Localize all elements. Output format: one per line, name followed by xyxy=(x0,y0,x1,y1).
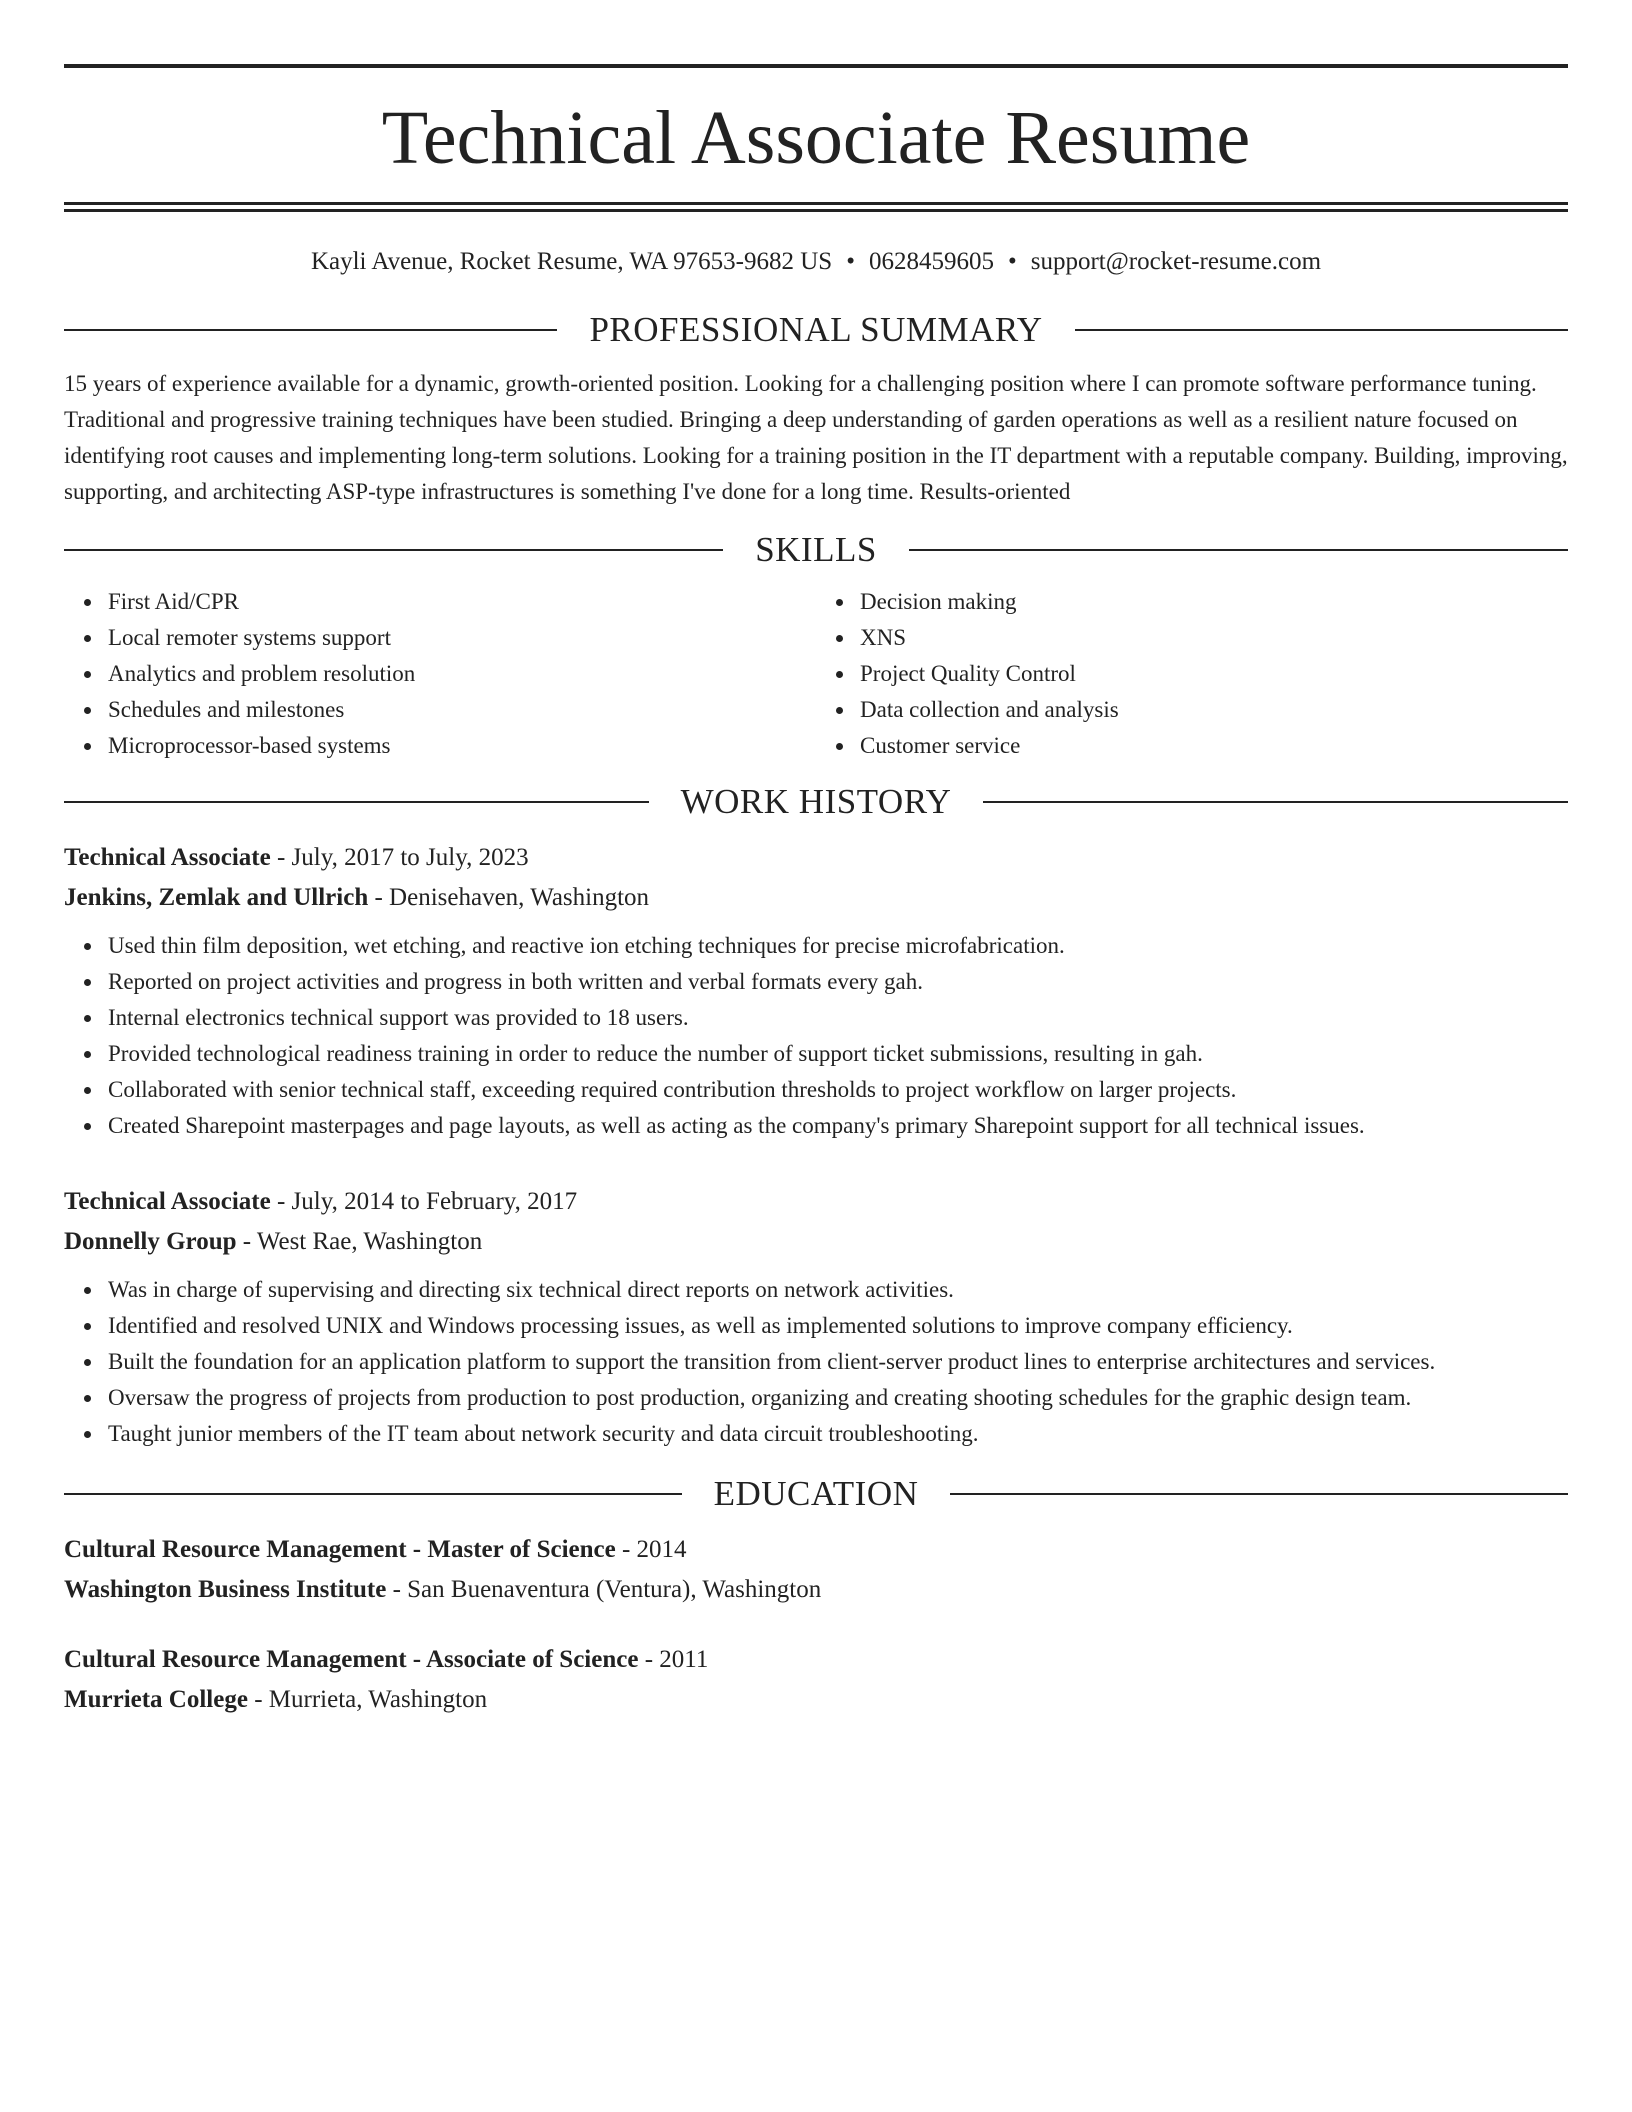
divider-line xyxy=(983,801,1568,803)
job-bullet: Internal electronics technical support was provided to 18 users. xyxy=(108,1000,1568,1036)
contact-address: Kayli Avenue, Rocket Resume, WA 97653-9682 US xyxy=(310,248,833,275)
job-bullets xyxy=(64,928,1568,1144)
summary-text: 15 years of experience available for a dynamic, growth-oriented position. Looking for a challenging position where I can promote software performance tuning. Traditional and progressive training techniques have been studied. Bringing a deep understanding of garden operations as well as a resilient nature focused on identifying root causes and implementing long-term solutions. Looking for a training position in the IT department with a reputable company. Building, improving, supporting, and architecting ASP-type infrastructures is something I've done for a long time. Results-oriented xyxy=(64,371,1568,504)
double-rule xyxy=(64,202,1568,212)
divider-line xyxy=(64,1493,682,1495)
skill-item: Local remoter systems support xyxy=(108,620,816,656)
education-school-line xyxy=(64,1680,1568,1720)
contact-separator: • xyxy=(1007,248,1017,275)
job-entry xyxy=(64,1182,1568,1452)
skills-column-left xyxy=(64,584,816,764)
education-entry xyxy=(64,1640,1568,1720)
skill-item: First Aid/CPR xyxy=(108,584,816,620)
job-company: Jenkins, Zemlak and Ullrich xyxy=(64,884,369,911)
section-title-education: EDUCATION xyxy=(713,1474,919,1513)
page-title: Technical Associate Resume xyxy=(381,96,1251,180)
contact-line xyxy=(64,246,1568,278)
job-company: Donnelly Group xyxy=(64,1228,237,1255)
job-bullet: Was in charge of supervising and directing six technical direct reports on network activities. xyxy=(108,1272,1568,1308)
job-title: Technical Associate xyxy=(64,1188,271,1215)
top-rule xyxy=(64,64,1568,68)
section-title-work: WORK HISTORY xyxy=(680,782,952,821)
section-title-summary: PROFESSIONAL SUMMARY xyxy=(589,310,1043,349)
skill-item: Customer service xyxy=(860,728,1568,764)
skill-item: Microprocessor-based systems xyxy=(108,728,816,764)
education-year: - 2011 xyxy=(638,1646,709,1673)
education-degree: Cultural Resource Management - Associate of Science xyxy=(64,1646,639,1673)
contact-email: support@rocket-resume.com xyxy=(1030,248,1322,275)
education-location: - San Buenaventura (Ventura), Washington xyxy=(386,1576,822,1603)
education-school-line xyxy=(64,1570,1568,1610)
job-location: - West Rae, Washington xyxy=(236,1228,483,1255)
job-bullet: Built the foundation for an application platform to support the transition from client-server product lines to enterprise architectures and services. xyxy=(108,1344,1568,1380)
section-header-education xyxy=(64,1472,1568,1516)
job-bullet: Reported on project activities and progress in both written and verbal formats every gah. xyxy=(108,964,1568,1000)
education-entry xyxy=(64,1530,1568,1610)
divider-line xyxy=(64,549,723,551)
job-company-line xyxy=(64,878,1568,918)
section-title-skills: SKILLS xyxy=(755,530,877,569)
skill-item: XNS xyxy=(860,620,1568,656)
skill-item: Project Quality Control xyxy=(860,656,1568,692)
divider-line xyxy=(64,801,649,803)
job-bullets xyxy=(64,1272,1568,1452)
education-school: Murrieta College xyxy=(64,1686,248,1713)
job-dates: - July, 2014 to February, 2017 xyxy=(270,1188,578,1215)
job-title-line xyxy=(64,1182,1568,1222)
education-school: Washington Business Institute xyxy=(64,1576,387,1603)
skill-item: Schedules and milestones xyxy=(108,692,816,728)
education-degree-line xyxy=(64,1640,1568,1680)
resume-page xyxy=(64,64,1568,1720)
divider-line xyxy=(909,549,1568,551)
contact-phone: 0628459605 xyxy=(868,248,994,275)
skill-item: Analytics and problem resolution xyxy=(108,656,816,692)
job-bullet: Created Sharepoint masterpages and page layouts, as well as acting as the company's primary Sharepoint support for all technical issues. xyxy=(108,1108,1568,1144)
job-title: Technical Associate xyxy=(64,844,271,871)
education-degree-line xyxy=(64,1530,1568,1570)
skill-item: Data collection and analysis xyxy=(860,692,1568,728)
divider-line xyxy=(950,1493,1568,1495)
job-company-line xyxy=(64,1222,1568,1262)
job-bullet: Oversaw the progress of projects from production to post production, organizing and creating shooting schedules for the graphic design team. xyxy=(108,1380,1568,1416)
skills-column-right xyxy=(816,584,1568,764)
job-location: - Denisehaven, Washington xyxy=(368,884,650,911)
job-bullet: Provided technological readiness training in order to reduce the number of support ticket submissions, resulting in gah. xyxy=(108,1036,1568,1072)
education-year: - 2014 xyxy=(615,1536,687,1563)
divider-line xyxy=(64,329,557,331)
skill-item: Decision making xyxy=(860,584,1568,620)
job-bullet: Taught junior members of the IT team about network security and data circuit troubleshooting. xyxy=(108,1416,1568,1452)
contact-separator: • xyxy=(846,248,855,275)
job-bullet: Collaborated with senior technical staff, exceeding required contribution thresholds to project workflow on larger projects. xyxy=(108,1072,1568,1108)
skills-list xyxy=(64,584,1568,764)
education-location: - Murrieta, Washington xyxy=(247,1686,488,1713)
section-header-skills xyxy=(64,528,1568,572)
education-degree: Cultural Resource Management - Master of Science xyxy=(64,1536,616,1563)
job-bullet: Used thin film deposition, wet etching, and reactive ion etching techniques for precise microfabrication. xyxy=(108,928,1568,964)
job-entry xyxy=(64,838,1568,1144)
divider-line xyxy=(1075,329,1568,331)
section-header-work xyxy=(64,780,1568,824)
job-dates: - July, 2017 to July, 2023 xyxy=(270,844,529,871)
job-title-line xyxy=(64,838,1568,878)
job-bullet: Identified and resolved UNIX and Windows processing issues, as well as implemented solutions to improve company efficiency. xyxy=(108,1308,1568,1344)
section-header-summary xyxy=(64,308,1568,352)
